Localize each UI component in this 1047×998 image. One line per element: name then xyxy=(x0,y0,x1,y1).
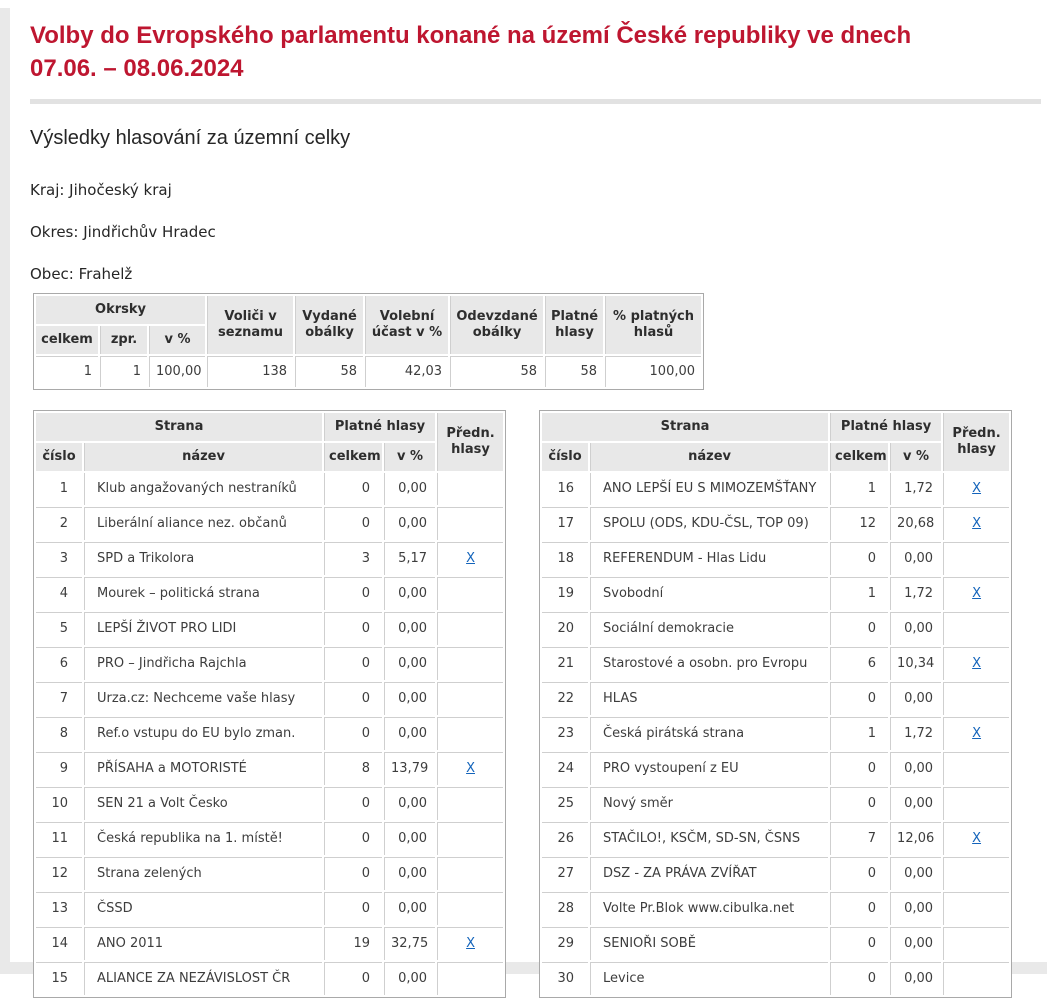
party-pref-cell xyxy=(943,542,1009,575)
party-name: SEN 21 a Volt Česko xyxy=(84,787,322,820)
party-number: 29 xyxy=(542,927,588,960)
party-name: STAČILO!, KSČM, SD-SN, ČSNS xyxy=(590,822,828,855)
party-name: ALIANCE ZA NEZÁVISLOST ČR xyxy=(84,962,322,995)
voters-in-list-value: 138 xyxy=(207,356,293,387)
party-pref-cell xyxy=(437,752,503,785)
okrsky-processed-header: zpr. xyxy=(100,326,147,354)
party-votes-total: 1 xyxy=(830,577,888,610)
party-name: DSZ - ZA PRÁVA ZVÍŘAT xyxy=(590,857,828,890)
party-number: 23 xyxy=(542,717,588,750)
party-votes-total: 0 xyxy=(830,752,888,785)
party-votes-total: 6 xyxy=(830,647,888,680)
party-votes-percent: 10,34 xyxy=(890,647,941,680)
party-name: REFERENDUM - Hlas Lidu xyxy=(590,542,828,575)
okres-line: Okres: Jindřichův Hradec xyxy=(30,223,216,241)
obec-line: Obec: Frahelž xyxy=(30,265,133,283)
party-name: PRO vystoupení z EU xyxy=(590,752,828,785)
votes-total-header: celkem xyxy=(830,443,888,471)
turnout-header: Volební účast v % xyxy=(365,296,448,354)
party-row xyxy=(36,857,503,890)
party-votes-percent: 5,17 xyxy=(384,542,435,575)
party-name: SENIOŘI SOBĚ xyxy=(590,927,828,960)
pref-votes-link[interactable]: X xyxy=(466,551,475,566)
party-pref-cell xyxy=(437,647,503,680)
party-votes-percent: 0,00 xyxy=(384,857,435,890)
party-number-header: číslo xyxy=(542,443,588,471)
party-row xyxy=(542,473,1009,505)
party-number: 26 xyxy=(542,822,588,855)
party-votes-total: 1 xyxy=(830,717,888,750)
content xyxy=(30,0,1047,998)
party-name: Volte Pr.Blok www.cibulka.net xyxy=(590,892,828,925)
party-votes-percent: 0,00 xyxy=(384,962,435,995)
party-votes-total: 0 xyxy=(830,612,888,645)
valid-votes-group-header: Platné hlasy xyxy=(830,413,941,441)
party-number: 9 xyxy=(36,752,82,785)
party-votes-total: 0 xyxy=(324,612,382,645)
party-name: ČSSD xyxy=(84,892,322,925)
party-votes-percent: 1,72 xyxy=(890,717,941,750)
party-name: SPOLU (ODS, KDU-ČSL, TOP 09) xyxy=(590,507,828,540)
party-number: 18 xyxy=(542,542,588,575)
party-votes-total: 0 xyxy=(324,892,382,925)
party-number: 15 xyxy=(36,962,82,995)
party-pref-cell xyxy=(943,822,1009,855)
party-row xyxy=(36,752,503,785)
okrsky-total-value: 1 xyxy=(36,356,98,387)
pref-votes-link[interactable]: X xyxy=(466,936,475,951)
party-votes-percent: 0,00 xyxy=(890,542,941,575)
party-pref-cell xyxy=(437,927,503,960)
issued-envelopes-header: Vydané obálky xyxy=(295,296,363,354)
party-name: Sociální demokracie xyxy=(590,612,828,645)
party-name: Česká pirátská strana xyxy=(590,717,828,750)
okrsky-processed-value: 1 xyxy=(100,356,147,387)
party-name: Levice xyxy=(590,962,828,995)
party-votes-total: 0 xyxy=(324,577,382,610)
party-name: ANO 2011 xyxy=(84,927,322,960)
returned-envelopes-header: Odevzdané obálky xyxy=(450,296,543,354)
party-votes-percent: 0,00 xyxy=(890,927,941,960)
party-row xyxy=(36,892,503,925)
party-pref-cell xyxy=(437,542,503,575)
party-number-header: číslo xyxy=(36,443,82,471)
party-number: 17 xyxy=(542,507,588,540)
party-row xyxy=(542,612,1009,645)
party-name-header: název xyxy=(590,443,828,471)
party-number: 5 xyxy=(36,612,82,645)
party-pref-cell xyxy=(943,682,1009,715)
party-group-header: Strana xyxy=(36,413,322,441)
party-votes-total: 19 xyxy=(324,927,382,960)
party-votes-percent: 0,00 xyxy=(890,612,941,645)
party-votes-percent: 0,00 xyxy=(890,857,941,890)
party-pref-cell xyxy=(437,962,503,995)
party-votes-total: 12 xyxy=(830,507,888,540)
party-row xyxy=(36,822,503,855)
party-pref-cell xyxy=(943,647,1009,680)
party-votes-total: 0 xyxy=(830,857,888,890)
party-number: 1 xyxy=(36,473,82,505)
party-row xyxy=(36,577,503,610)
kraj-line: Kraj: Jihočeský kraj xyxy=(30,181,172,199)
pref-votes-header: Předn. hlasy xyxy=(943,413,1009,471)
page-title xyxy=(30,19,1047,85)
okrsky-group-header: Okrsky xyxy=(36,296,205,324)
section-title: Výsledky hlasování za územní celky xyxy=(30,127,351,149)
party-votes-total: 0 xyxy=(830,892,888,925)
party-number: 27 xyxy=(542,857,588,890)
votes-total-header: celkem xyxy=(324,443,382,471)
party-votes-percent: 0,00 xyxy=(384,612,435,645)
turnout-value: 42,03 xyxy=(365,356,448,387)
voters-in-list-header: Voliči v seznamu xyxy=(207,296,293,354)
party-votes-total: 0 xyxy=(324,507,382,540)
party-votes-total: 0 xyxy=(830,962,888,995)
party-number: 14 xyxy=(36,927,82,960)
page-title-line1: Volby do Evropského parlamentu konané na území České republiky ve dnech xyxy=(30,22,912,49)
pref-votes-link[interactable]: X xyxy=(972,656,982,671)
party-name: Svobodní xyxy=(590,577,828,610)
party-pref-cell xyxy=(943,962,1009,995)
party-pref-cell xyxy=(943,612,1009,645)
party-votes-percent: 0,00 xyxy=(890,962,941,995)
party-votes-percent: 0,00 xyxy=(384,647,435,680)
pref-votes-link[interactable]: X xyxy=(972,516,982,531)
valid-votes-pct-value: 100,00 xyxy=(605,356,701,387)
party-name-header: název xyxy=(84,443,322,471)
party-row xyxy=(542,962,1009,995)
party-number: 10 xyxy=(36,787,82,820)
votes-pct-header: v % xyxy=(890,443,941,471)
party-pref-cell xyxy=(943,577,1009,610)
party-pref-cell xyxy=(943,927,1009,960)
party-votes-total: 0 xyxy=(324,473,382,505)
party-pref-cell xyxy=(437,822,503,855)
party-pref-cell xyxy=(943,507,1009,540)
party-number: 8 xyxy=(36,717,82,750)
party-name: PŘÍSAHA a MOTORISTÉ xyxy=(84,752,322,785)
party-name: HLAS xyxy=(590,682,828,715)
party-row xyxy=(36,542,503,575)
party-number: 24 xyxy=(542,752,588,785)
party-row xyxy=(36,787,503,820)
party-votes-percent: 0,00 xyxy=(384,892,435,925)
party-group-header: Strana xyxy=(542,413,828,441)
party-number: 4 xyxy=(36,577,82,610)
party-votes-percent: 0,00 xyxy=(890,892,941,925)
party-pref-cell xyxy=(437,612,503,645)
party-number: 2 xyxy=(36,507,82,540)
pref-votes-link[interactable]: X xyxy=(972,726,982,741)
party-row xyxy=(542,822,1009,855)
party-votes-percent: 12,06 xyxy=(890,822,941,855)
page-title-line2: 07.06. – 08.06.2024 xyxy=(30,55,244,82)
party-votes-percent: 0,00 xyxy=(384,787,435,820)
party-number: 30 xyxy=(542,962,588,995)
party-votes-percent: 0,00 xyxy=(890,752,941,785)
party-pref-cell xyxy=(437,577,503,610)
party-row xyxy=(36,473,503,505)
party-pref-cell xyxy=(943,752,1009,785)
party-row xyxy=(36,717,503,750)
party-votes-percent: 20,68 xyxy=(890,507,941,540)
party-row xyxy=(542,682,1009,715)
party-votes-percent: 0,00 xyxy=(890,682,941,715)
pref-votes-link[interactable]: X xyxy=(972,481,982,496)
party-pref-cell xyxy=(943,717,1009,750)
party-name: Mourek – politická strana xyxy=(84,577,322,610)
party-name: Ref.o vstupu do EU bylo zman. xyxy=(84,717,322,750)
party-row xyxy=(542,927,1009,960)
party-votes-total: 8 xyxy=(324,752,382,785)
party-number: 13 xyxy=(36,892,82,925)
party-row xyxy=(542,542,1009,575)
party-votes-percent: 0,00 xyxy=(384,473,435,505)
party-row xyxy=(542,507,1009,540)
party-pref-cell xyxy=(437,507,503,540)
party-pref-cell xyxy=(437,787,503,820)
party-name: Urza.cz: Nechceme vaše hlasy xyxy=(84,682,322,715)
party-row xyxy=(36,962,503,995)
party-number: 6 xyxy=(36,647,82,680)
party-pref-cell xyxy=(437,682,503,715)
party-pref-cell xyxy=(943,892,1009,925)
okrsky-pct-header: v % xyxy=(149,326,205,354)
party-votes-total: 0 xyxy=(830,787,888,820)
party-votes-total: 0 xyxy=(324,647,382,680)
party-votes-total: 0 xyxy=(830,682,888,715)
party-votes-percent: 32,75 xyxy=(384,927,435,960)
okrsky-pct-value: 100,00 xyxy=(149,356,205,387)
pref-votes-link[interactable]: X xyxy=(972,831,982,846)
party-name: PRO – Jindřicha Rajchla xyxy=(84,647,322,680)
party-table-right xyxy=(539,410,1012,998)
party-number: 3 xyxy=(36,542,82,575)
party-number: 20 xyxy=(542,612,588,645)
party-pref-cell xyxy=(943,787,1009,820)
party-pref-cell xyxy=(943,473,1009,505)
party-row xyxy=(36,927,503,960)
valid-votes-group-header: Platné hlasy xyxy=(324,413,435,441)
party-row xyxy=(542,857,1009,890)
party-row xyxy=(542,892,1009,925)
party-votes-percent: 13,79 xyxy=(384,752,435,785)
returned-envelopes-value: 58 xyxy=(450,356,543,387)
party-votes-total: 0 xyxy=(324,717,382,750)
party-number: 12 xyxy=(36,857,82,890)
party-row xyxy=(542,647,1009,680)
party-votes-total: 0 xyxy=(324,822,382,855)
party-pref-cell xyxy=(437,892,503,925)
party-votes-percent: 0,00 xyxy=(890,787,941,820)
party-number: 19 xyxy=(542,577,588,610)
party-row xyxy=(36,612,503,645)
party-table-left xyxy=(33,410,506,998)
valid-votes-pct-header: % platných hlasů xyxy=(605,296,701,354)
okrsky-total-header: celkem xyxy=(36,326,98,354)
party-row xyxy=(542,577,1009,610)
party-votes-total: 0 xyxy=(324,962,382,995)
party-votes-percent: 0,00 xyxy=(384,577,435,610)
page-left-gutter xyxy=(0,8,10,974)
party-row xyxy=(542,752,1009,785)
party-number: 16 xyxy=(542,473,588,505)
party-pref-cell xyxy=(437,717,503,750)
party-name: Liberální aliance nez. občanů xyxy=(84,507,322,540)
pref-votes-link[interactable]: X xyxy=(466,761,475,776)
valid-votes-value: 58 xyxy=(545,356,603,387)
party-name: ANO LEPŠÍ EU S MIMOZEMŠŤANY xyxy=(590,473,828,505)
party-votes-percent: 1,72 xyxy=(890,473,941,505)
party-pref-cell xyxy=(943,857,1009,890)
party-votes-total: 0 xyxy=(324,857,382,890)
party-number: 11 xyxy=(36,822,82,855)
party-number: 21 xyxy=(542,647,588,680)
party-name: Klub angažovaných nestraníků xyxy=(84,473,322,505)
issued-envelopes-value: 58 xyxy=(295,356,363,387)
pref-votes-link[interactable]: X xyxy=(972,586,982,601)
votes-pct-header: v % xyxy=(384,443,435,471)
party-votes-total: 0 xyxy=(324,682,382,715)
party-tables xyxy=(30,410,1047,998)
party-name: Strana zelených xyxy=(84,857,322,890)
party-row xyxy=(36,507,503,540)
party-votes-percent: 0,00 xyxy=(384,507,435,540)
party-votes-percent: 0,00 xyxy=(384,717,435,750)
party-votes-total: 3 xyxy=(324,542,382,575)
party-row xyxy=(542,787,1009,820)
party-name: Starostové a osobn. pro Evropu xyxy=(590,647,828,680)
party-name: Česká republika na 1. místě! xyxy=(84,822,322,855)
pref-votes-header: Předn. hlasy xyxy=(437,413,503,471)
party-number: 7 xyxy=(36,682,82,715)
party-votes-total: 0 xyxy=(324,787,382,820)
valid-votes-header: Platné hlasy xyxy=(545,296,603,354)
party-pref-cell xyxy=(437,857,503,890)
title-divider xyxy=(30,99,1041,104)
party-votes-total: 0 xyxy=(830,542,888,575)
party-number: 22 xyxy=(542,682,588,715)
party-name: SPD a Trikolora xyxy=(84,542,322,575)
party-votes-percent: 0,00 xyxy=(384,822,435,855)
party-votes-total: 7 xyxy=(830,822,888,855)
summary-table xyxy=(33,293,704,390)
party-row xyxy=(36,682,503,715)
party-votes-total: 1 xyxy=(830,473,888,505)
party-row xyxy=(36,647,503,680)
party-row xyxy=(542,717,1009,750)
summary-data-row xyxy=(36,356,701,387)
party-votes-total: 0 xyxy=(830,927,888,960)
party-votes-percent: 1,72 xyxy=(890,577,941,610)
party-number: 28 xyxy=(542,892,588,925)
party-pref-cell xyxy=(437,473,503,505)
party-name: LEPŠÍ ŽIVOT PRO LIDI xyxy=(84,612,322,645)
party-name: Nový směr xyxy=(590,787,828,820)
party-votes-percent: 0,00 xyxy=(384,682,435,715)
party-number: 25 xyxy=(542,787,588,820)
